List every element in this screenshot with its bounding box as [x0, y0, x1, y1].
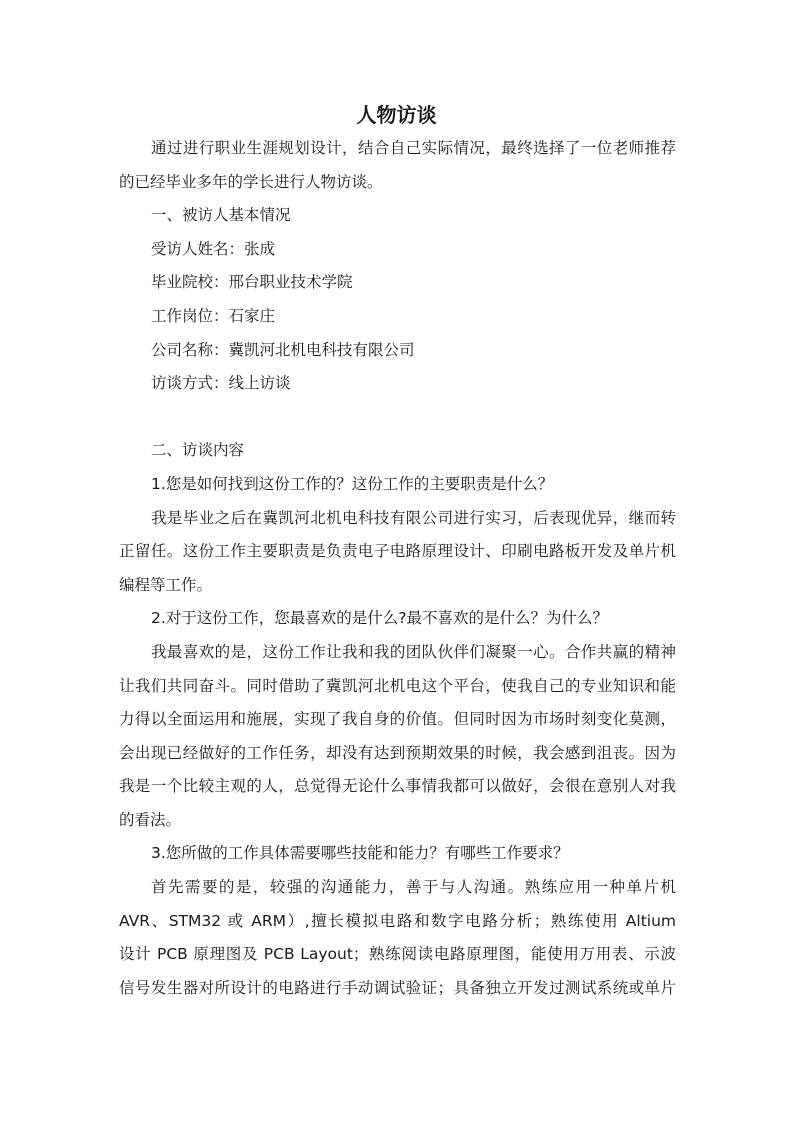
- blank-line: [119, 401, 676, 435]
- text-line: 信号发生器对所设计的电路进行手动调试验证；具备独立开发过测试系统或单片: [119, 978, 676, 997]
- text-line: 编程等工作。: [119, 575, 213, 594]
- question-2: 2.对于这份工作，您最喜欢的是什么?最不喜欢的是什么？为什么？: [151, 609, 609, 628]
- text-line: 的看法。: [119, 810, 182, 829]
- section-heading: 一、被访人基本情况: [151, 206, 291, 225]
- answer-2: [119, 636, 676, 838]
- graduate-school: 毕业院校：邢台职业技术学院: [151, 273, 353, 292]
- text-line: 我最喜欢的是，这份工作让我和我的团队伙伴们凝聚一心。合作共赢的精神: [151, 642, 676, 661]
- document-body: [119, 132, 676, 1005]
- text-line: AVR、STM32 或 ARM）,擅长模拟电路和数字电路分析；熟练使用 Altium: [119, 911, 676, 930]
- text-line: 通过进行职业生涯规划设计，结合自己实际情况，最终选择了一位老师推荐: [151, 139, 676, 157]
- job-position: 工作岗位：石家庄: [151, 306, 276, 325]
- section-heading: 二、访谈内容: [151, 441, 245, 460]
- document-title: 人物访谈: [356, 103, 437, 127]
- answer-1: [119, 502, 676, 603]
- text-line: 首先需要的是，较强的沟通能力，善于与人沟通。熟练应用一种单片机: [151, 878, 676, 897]
- interviewee-name: 受访人姓名：张成: [151, 239, 276, 258]
- text-line: 正留任。这份工作主要职责是负责电子电路原理设计、印刷电路板开发及单片机: [119, 542, 676, 561]
- question-1: 1.您是如何找到这份工作的？这份工作的主要职责是什么？: [151, 474, 554, 493]
- interview-method: 访谈方式：线上访谈: [151, 374, 291, 393]
- text-line: 会出现已经做好的工作任务，却没有达到预期效果的时候，我会感到沮丧。因为: [119, 743, 676, 762]
- question-3: 3.您所做的工作具体需要哪些技能和能力？有哪些工作要求？: [151, 844, 569, 863]
- text-line: 的已经毕业多年的学长进行人物访谈。: [119, 172, 383, 191]
- intro-paragraph: [119, 132, 676, 199]
- text-line: 我是一个比较主观的人，总觉得无论什么事情我都可以做好，会很在意别人对我: [119, 777, 676, 796]
- text-line: 我是毕业之后在冀凯河北机电科技有限公司进行实习，后表现优异，继而转: [151, 508, 676, 527]
- text-line: 力得以全面运用和施展，实现了我自身的价值。但同时因为市场时刻变化莫测，: [119, 710, 676, 729]
- answer-3: [119, 871, 676, 1005]
- text-line: 设计 PCB 原理图及 PCB Layout；熟练阅读电路原理图，能使用万用表、示波: [119, 945, 676, 964]
- company-name: 公司名称：冀凯河北机电科技有限公司: [151, 340, 415, 359]
- text-line: 让我们共同奋斗。同时借助了冀凯河北机电这个平台，使我自己的专业知识和能: [119, 676, 676, 695]
